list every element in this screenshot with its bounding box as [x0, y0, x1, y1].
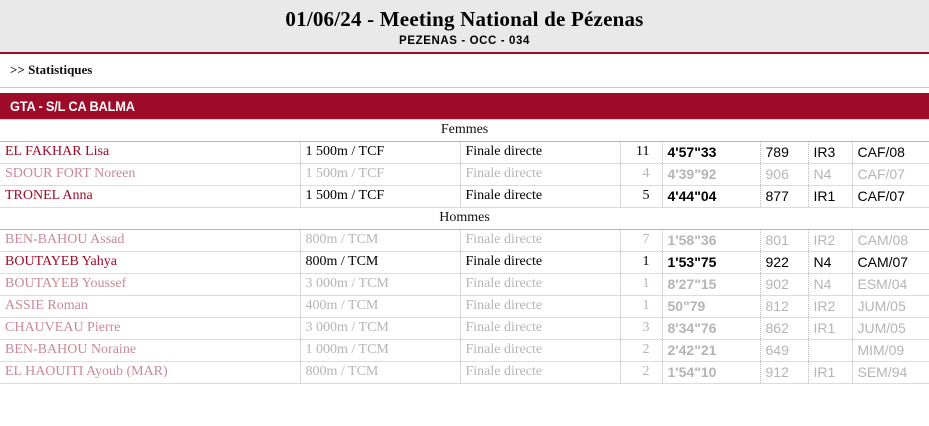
category-value: CAF/08	[852, 142, 929, 164]
points-value: 877	[760, 186, 808, 208]
section-header-row	[0, 120, 929, 142]
section-title: Femmes	[0, 120, 929, 142]
level-badge: N4	[808, 164, 852, 186]
page-title: 01/06/24 - Meeting National de Pézenas	[285, 7, 644, 31]
performance-value: 8'34"76	[662, 318, 760, 340]
table-row[interactable]	[0, 362, 929, 384]
athlete-name[interactable]: BOUTAYEB Yahya	[0, 252, 300, 274]
points-value: 912	[760, 362, 808, 384]
round-name: Finale directe	[460, 318, 620, 340]
place-value: 4	[620, 164, 662, 186]
round-name: Finale directe	[460, 164, 620, 186]
points-value: 789	[760, 142, 808, 164]
results-table	[0, 119, 929, 384]
performance-value: 4'57"33	[662, 142, 760, 164]
table-row[interactable]	[0, 274, 929, 296]
category-value: SEM/94	[852, 362, 929, 384]
breadcrumb-statistiques[interactable]: >> Statistiques	[10, 62, 93, 77]
event-name: 1 500m / TCF	[300, 186, 460, 208]
page-header	[0, 0, 929, 54]
event-name: 3 000m / TCM	[300, 274, 460, 296]
table-row[interactable]	[0, 340, 929, 362]
event-name: 800m / TCM	[300, 252, 460, 274]
points-value: 862	[760, 318, 808, 340]
performance-value: 1'58"36	[662, 230, 760, 252]
event-name: 1 500m / TCF	[300, 142, 460, 164]
category-value: CAM/07	[852, 252, 929, 274]
event-name: 800m / TCM	[300, 230, 460, 252]
performance-value: 1'54"10	[662, 362, 760, 384]
level-badge: IR2	[808, 230, 852, 252]
category-value: CAF/07	[852, 186, 929, 208]
table-row[interactable]	[0, 252, 929, 274]
section-header-row	[0, 208, 929, 230]
round-name: Finale directe	[460, 186, 620, 208]
level-badge: IR1	[808, 318, 852, 340]
results-body	[0, 120, 929, 384]
round-name: Finale directe	[460, 340, 620, 362]
category-value: JUM/05	[852, 318, 929, 340]
table-row[interactable]	[0, 164, 929, 186]
performance-value: 50"79	[662, 296, 760, 318]
level-badge	[808, 340, 852, 362]
round-name: Finale directe	[460, 274, 620, 296]
performance-value: 1'53"75	[662, 252, 760, 274]
round-name: Finale directe	[460, 252, 620, 274]
club-name: GTA - S/L CA BALMA	[10, 98, 135, 114]
club-header-bar	[0, 93, 929, 119]
athlete-name[interactable]: TRONEL Anna	[0, 186, 300, 208]
event-name: 1 000m / TCM	[300, 340, 460, 362]
points-value: 906	[760, 164, 808, 186]
event-name: 3 000m / TCM	[300, 318, 460, 340]
round-name: Finale directe	[460, 230, 620, 252]
performance-value: 4'44"04	[662, 186, 760, 208]
points-value: 649	[760, 340, 808, 362]
section-title: Hommes	[0, 208, 929, 230]
place-value: 5	[620, 186, 662, 208]
table-row[interactable]	[0, 296, 929, 318]
level-badge: N4	[808, 252, 852, 274]
category-value: CAM/08	[852, 230, 929, 252]
athlete-name[interactable]: EL FAKHAR Lisa	[0, 142, 300, 164]
level-badge: N4	[808, 274, 852, 296]
table-row[interactable]	[0, 318, 929, 340]
event-name: 1 500m / TCF	[300, 164, 460, 186]
place-value: 1	[620, 296, 662, 318]
place-value: 2	[620, 340, 662, 362]
table-row[interactable]	[0, 230, 929, 252]
table-row[interactable]	[0, 142, 929, 164]
event-name: 800m / TCM	[300, 362, 460, 384]
page-subtitle: PEZENAS - OCC - 034	[399, 35, 530, 47]
round-name: Finale directe	[460, 296, 620, 318]
points-value: 801	[760, 230, 808, 252]
category-value: ESM/04	[852, 274, 929, 296]
level-badge: IR1	[808, 362, 852, 384]
points-value: 812	[760, 296, 808, 318]
category-value: JUM/05	[852, 296, 929, 318]
round-name: Finale directe	[460, 142, 620, 164]
athlete-name[interactable]: ASSIE Roman	[0, 296, 300, 318]
points-value: 902	[760, 274, 808, 296]
athlete-name[interactable]: EL HAOUITI Ayoub (MAR)	[0, 362, 300, 384]
round-name: Finale directe	[460, 362, 620, 384]
performance-value: 8'27"15	[662, 274, 760, 296]
level-badge: IR1	[808, 186, 852, 208]
breadcrumb	[0, 54, 929, 88]
performance-value: 4'39"92	[662, 164, 760, 186]
athlete-name[interactable]: BOUTAYEB Youssef	[0, 274, 300, 296]
place-value: 2	[620, 362, 662, 384]
level-badge: IR2	[808, 296, 852, 318]
performance-value: 2'42"21	[662, 340, 760, 362]
place-value: 7	[620, 230, 662, 252]
category-value: MIM/09	[852, 340, 929, 362]
athlete-name[interactable]: BEN-BAHOU Assad	[0, 230, 300, 252]
place-value: 11	[620, 142, 662, 164]
athlete-name[interactable]: SDOUR FORT Noreen	[0, 164, 300, 186]
athlete-name[interactable]: BEN-BAHOU Noraine	[0, 340, 300, 362]
event-name: 400m / TCM	[300, 296, 460, 318]
table-row[interactable]	[0, 186, 929, 208]
level-badge: IR3	[808, 142, 852, 164]
place-value: 1	[620, 252, 662, 274]
category-value: CAF/07	[852, 164, 929, 186]
athlete-name[interactable]: CHAUVEAU Pierre	[0, 318, 300, 340]
place-value: 3	[620, 318, 662, 340]
place-value: 1	[620, 274, 662, 296]
points-value: 922	[760, 252, 808, 274]
